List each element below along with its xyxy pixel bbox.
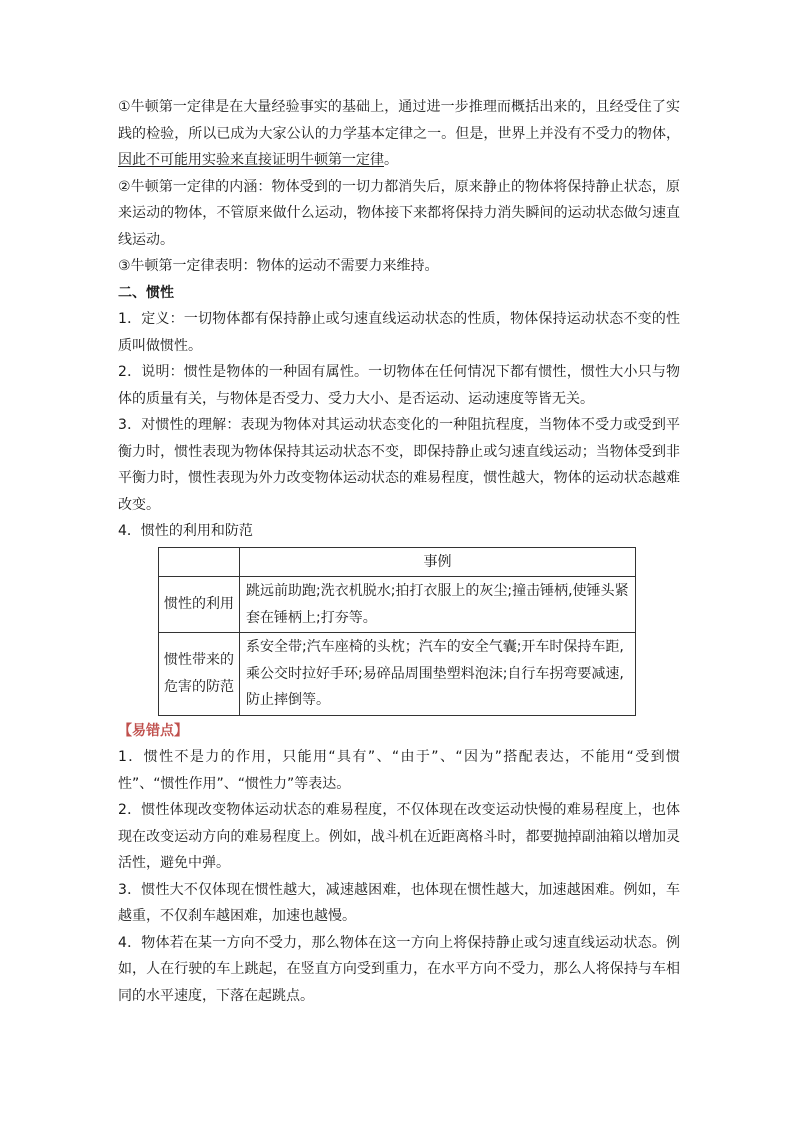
law-paragraph-1-underlined: 因此不可能用实验来直接证明牛顿第一定律 (118, 152, 384, 168)
law-paragraph-3: ③牛顿第一定律表明：物体的运动不需要力来维持。 (118, 258, 439, 274)
table-row (159, 577, 636, 633)
table-row-content: 系安全带;汽车座椅的头枕；汽车的安全气囊;开车时保持车距,乘公交时拉好手环;易碎品周围垫塑料泡沫;自行车拐弯要减速,防止摔倒等。 (240, 633, 636, 716)
inertia-understanding: 3．对惯性的理解：表现为物体对其运动状态变化的一种阻抗程度，当物体不受力或受到平衡力时，惯性表现为物体保持其运动状态不变，即保持静止或匀速直线运动；当物体受到非平衡力时，惯性表现为外力改变物体运动状态的难易程度，惯性越大，物体的运动状态越难改变。 (118, 417, 680, 513)
error-item-1: 1．惯性不是力的作用，只能用“具有”、“由于”、“因为”搭配表达，不能用“受到惯性”、“惯性作用”、“惯性力”等表达。 (118, 749, 680, 792)
table-header-cell: 事例 (240, 547, 636, 577)
law-paragraph-1 (118, 94, 680, 174)
table-header-empty (159, 547, 240, 577)
law-paragraph-1-end: 。 (384, 152, 398, 168)
table-row (159, 633, 636, 716)
table-header-row (159, 547, 636, 577)
law-paragraph-1-text: ①牛顿第一定律是在大量经验事实的基础上，通过进一步推理而概括出来的，且经受住了实践的检验，所以已成为大家公认的力学基本定律之一。但是，世界上并没有不受力的物体， (118, 99, 680, 142)
table-row-content: 跳远前助跑;洗衣机脱水;拍打衣服上的灰尘;撞击锤柄,使锤头紧套在锤柄上;打夯等。 (240, 577, 636, 633)
inertia-definition: 1．定义：一切物体都有保持静止或匀速直线运动状态的性质，物体保持运动状态不变的性质叫做惯性。 (118, 311, 680, 354)
table-row-label: 惯性带来的危害的防范 (159, 633, 240, 716)
errors-heading: 【易错点】 (118, 722, 188, 739)
inertia-usage-title: 4．惯性的利用和防范 (118, 523, 253, 539)
error-item-2: 2．惯性体现改变物体运动状态的难易程度，不仅体现在改变运动快慢的难易程度上，也体现在改变运动方向的难易程度上。例如，战斗机在近距离格斗时，都要抛掉副油箱以增加灵活性，避免中弹。 (118, 802, 680, 871)
table-row-label: 惯性的利用 (159, 577, 240, 633)
inertia-table (158, 547, 636, 716)
inertia-explanation: 2．说明：惯性是物体的一种固有属性。一切物体在任何情况下都有惯性，惯性大小只与物体的质量有关，与物体是否受力、受力大小、是否运动、运动速度等皆无关。 (118, 364, 680, 407)
inertia-heading: 二、惯性 (118, 284, 174, 301)
document-page (118, 94, 680, 1009)
law-paragraph-2: ②牛顿第一定律的内涵：物体受到的一切力都消失后，原来静止的物体将保持静止状态，原来运动的物体，不管原来做什么运动，物体接下来都将保持力消失瞬间的运动状态做匀速直线运动。 (118, 178, 680, 248)
error-item-4: 4．物体若在某一方向不受力，那么物体在这一方向上将保持静止或匀速直线运动状态。例如，人在行驶的车上跳起，在竖直方向受到重力，在水平方向不受力，那么人将保持与车相同的水平速度，下落在起跳点。 (118, 934, 680, 1004)
error-item-3: 3．惯性大不仅体现在惯性越大，减速越困难，也体现在惯性越大，加速越困难。例如，车越重，不仅刹车越困难，加速也越慢。 (118, 881, 680, 924)
